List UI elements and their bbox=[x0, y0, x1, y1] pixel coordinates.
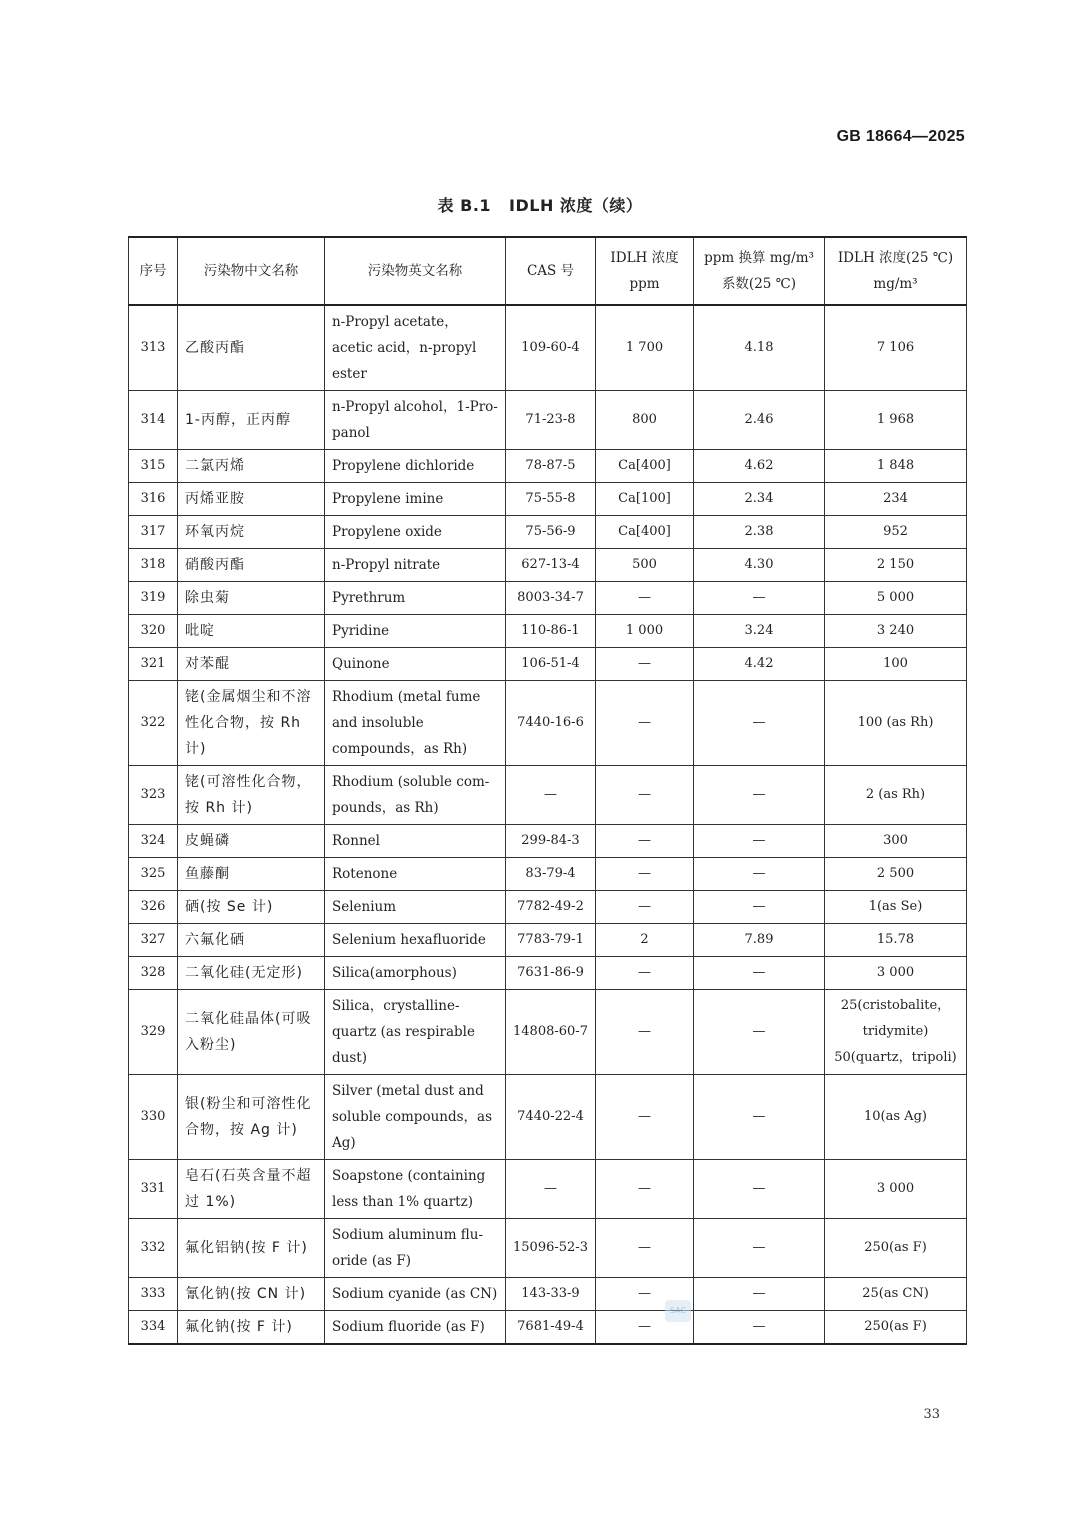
cell-idlh-mg: 2 150 bbox=[825, 549, 967, 582]
col-header-idlh-mg-line1: IDLH 浓度(25 ℃) bbox=[837, 250, 954, 266]
cell-no: 332 bbox=[129, 1219, 178, 1278]
cell-cn-name: 氰化钠(按 CN 计) bbox=[178, 1278, 325, 1311]
cell-idlh-ppm: — bbox=[596, 766, 694, 825]
cell-idlh-mg: 5 000 bbox=[825, 582, 967, 615]
cell-cn-name: 乙酸丙酯 bbox=[178, 305, 325, 391]
cell-no: 319 bbox=[129, 582, 178, 615]
cell-en-name: Pyridine bbox=[325, 615, 506, 648]
cell-cn-name: 丙烯亚胺 bbox=[178, 483, 325, 516]
cell-factor: — bbox=[694, 1311, 825, 1345]
cell-cn-name: 硒(按 Se 计) bbox=[178, 891, 325, 924]
cell-no: 334 bbox=[129, 1311, 178, 1345]
cell-cn-name: 吡啶 bbox=[178, 615, 325, 648]
cell-cas: 7631-86-9 bbox=[506, 957, 596, 990]
col-header-factor-line2: 系数(25 ℃) bbox=[721, 276, 797, 292]
cell-cn-name: 二氧化硅(无定形) bbox=[178, 957, 325, 990]
cell-factor: — bbox=[694, 1075, 825, 1160]
cell-factor: 3.24 bbox=[694, 615, 825, 648]
cell-idlh-ppm: 800 bbox=[596, 391, 694, 450]
cell-cn-name: 二氧化硅晶体(可吸入粉尘) bbox=[178, 990, 325, 1075]
cell-factor: — bbox=[694, 1160, 825, 1219]
table-header-row bbox=[129, 237, 967, 305]
cell-idlh-ppm: — bbox=[596, 891, 694, 924]
cell-no: 324 bbox=[129, 825, 178, 858]
cell-cas: 7681-49-4 bbox=[506, 1311, 596, 1345]
cell-no: 323 bbox=[129, 766, 178, 825]
cell-idlh-ppm: — bbox=[596, 582, 694, 615]
cell-cas: 7440-16-6 bbox=[506, 681, 596, 766]
cell-en-name: Ronnel bbox=[325, 825, 506, 858]
cell-en-name: Sodium cyanide (as CN) bbox=[325, 1278, 506, 1311]
cell-en-name: Pyrethrum bbox=[325, 582, 506, 615]
cell-factor: — bbox=[694, 990, 825, 1075]
cell-en-name: Propylene imine bbox=[325, 483, 506, 516]
cell-idlh-mg: 234 bbox=[825, 483, 967, 516]
col-header-idlh-ppm bbox=[596, 237, 694, 305]
cell-no: 320 bbox=[129, 615, 178, 648]
cell-idlh-ppm: — bbox=[596, 1278, 694, 1311]
cell-idlh-mg: 1(as Se) bbox=[825, 891, 967, 924]
standard-code: GB 18664—2025 bbox=[836, 128, 965, 145]
cell-en-name: n-Propyl acetate，acetic acid，n-propyl ester bbox=[325, 305, 506, 391]
cell-idlh-ppm: — bbox=[596, 858, 694, 891]
cell-cas: 83-79-4 bbox=[506, 858, 596, 891]
cell-idlh-mg: 952 bbox=[825, 516, 967, 549]
col-header-factor bbox=[694, 237, 825, 305]
table-row bbox=[129, 681, 967, 766]
cell-factor: — bbox=[694, 681, 825, 766]
cell-cas: 14808-60-7 bbox=[506, 990, 596, 1075]
idlh-table bbox=[128, 236, 967, 1345]
cell-idlh-ppm: 500 bbox=[596, 549, 694, 582]
cell-cas: 78-87-5 bbox=[506, 450, 596, 483]
cell-idlh-mg: 2 500 bbox=[825, 858, 967, 891]
cell-cas: — bbox=[506, 766, 596, 825]
table-caption bbox=[0, 193, 1080, 216]
cell-factor: 2.46 bbox=[694, 391, 825, 450]
col-header-en-name: 污染物英文名称 bbox=[325, 237, 506, 305]
cell-en-name: Silica，crystalline-quartz (as respirable dust) bbox=[325, 990, 506, 1075]
cell-en-name: Rhodium (metal fume and insoluble compounds，as Rh) bbox=[325, 681, 506, 766]
table-row bbox=[129, 483, 967, 516]
cell-no: 313 bbox=[129, 305, 178, 391]
cell-en-name: Rhodium (soluble com-pounds，as Rh) bbox=[325, 766, 506, 825]
cell-cas: 110-86-1 bbox=[506, 615, 596, 648]
cell-cn-name: 除虫菊 bbox=[178, 582, 325, 615]
cell-cn-name: 氟化钠(按 F 计) bbox=[178, 1311, 325, 1345]
cell-cas: 7782-49-2 bbox=[506, 891, 596, 924]
cell-en-name: Propylene dichloride bbox=[325, 450, 506, 483]
cell-idlh-ppm: 1 000 bbox=[596, 615, 694, 648]
cell-no: 326 bbox=[129, 891, 178, 924]
table-row bbox=[129, 1219, 967, 1278]
table-row bbox=[129, 305, 967, 391]
cell-idlh-ppm: 2 bbox=[596, 924, 694, 957]
cell-factor: — bbox=[694, 766, 825, 825]
cell-idlh-mg: 25(as CN) bbox=[825, 1278, 967, 1311]
cell-en-name: Silver (metal dust and soluble compounds，as Ag) bbox=[325, 1075, 506, 1160]
table-row bbox=[129, 924, 967, 957]
cell-no: 330 bbox=[129, 1075, 178, 1160]
cell-cn-name: 六氟化硒 bbox=[178, 924, 325, 957]
table-row bbox=[129, 549, 967, 582]
cell-no: 329 bbox=[129, 990, 178, 1075]
cell-cas: 7440-22-4 bbox=[506, 1075, 596, 1160]
cell-cn-name: 银(粉尘和可溶性化合物，按 Ag 计) bbox=[178, 1075, 325, 1160]
cell-idlh-mg: 1 848 bbox=[825, 450, 967, 483]
cell-idlh-ppm: — bbox=[596, 957, 694, 990]
cell-idlh-ppm: — bbox=[596, 825, 694, 858]
col-header-no: 序号 bbox=[129, 237, 178, 305]
cell-idlh-mg: 1 968 bbox=[825, 391, 967, 450]
cell-factor: 4.42 bbox=[694, 648, 825, 681]
cell-no: 327 bbox=[129, 924, 178, 957]
cell-no: 328 bbox=[129, 957, 178, 990]
table-row bbox=[129, 957, 967, 990]
cell-idlh-ppm: — bbox=[596, 990, 694, 1075]
col-header-idlh-ppm-line2: ppm bbox=[629, 276, 660, 292]
cell-cn-name: 二氯丙烯 bbox=[178, 450, 325, 483]
cell-idlh-mg: 2 (as Rh) bbox=[825, 766, 967, 825]
cell-factor: — bbox=[694, 891, 825, 924]
cell-idlh-mg: 250(as F) bbox=[825, 1311, 967, 1345]
cell-idlh-ppm: — bbox=[596, 1219, 694, 1278]
cell-factor: — bbox=[694, 1278, 825, 1311]
cell-idlh-mg: 7 106 bbox=[825, 305, 967, 391]
table-body bbox=[129, 305, 967, 1344]
cell-factor: — bbox=[694, 1219, 825, 1278]
cell-factor: 4.62 bbox=[694, 450, 825, 483]
table-row bbox=[129, 450, 967, 483]
cell-factor: — bbox=[694, 825, 825, 858]
cell-factor: 4.18 bbox=[694, 305, 825, 391]
cell-cn-name: 皮蝇磷 bbox=[178, 825, 325, 858]
cell-idlh-ppm: — bbox=[596, 681, 694, 766]
cell-idlh-mg: 25(cristobalite，tridymite) 50(quartz，tripoli) bbox=[825, 990, 967, 1075]
cell-idlh-ppm: 1 700 bbox=[596, 305, 694, 391]
cell-cas: 109-60-4 bbox=[506, 305, 596, 391]
cell-cn-name: 环氧丙烷 bbox=[178, 516, 325, 549]
col-header-cn-name: 污染物中文名称 bbox=[178, 237, 325, 305]
cell-idlh-mg: 3 240 bbox=[825, 615, 967, 648]
cell-en-name: Selenium bbox=[325, 891, 506, 924]
table-row bbox=[129, 391, 967, 450]
cell-cas: 8003-34-7 bbox=[506, 582, 596, 615]
cell-no: 315 bbox=[129, 450, 178, 483]
page-number: 33 bbox=[923, 1407, 940, 1422]
cell-cn-name: 皂石(石英含量不超过 1%) bbox=[178, 1160, 325, 1219]
cell-idlh-ppm: — bbox=[596, 1075, 694, 1160]
cell-cn-name: 1-丙醇，正丙醇 bbox=[178, 391, 325, 450]
cell-no: 318 bbox=[129, 549, 178, 582]
table-caption-title: IDLH 浓度（续） bbox=[509, 196, 643, 215]
watermark-logo: SAC bbox=[665, 1300, 691, 1322]
table-row bbox=[129, 648, 967, 681]
cell-cn-name: 铑(可溶性化合物，按 Rh 计) bbox=[178, 766, 325, 825]
cell-idlh-ppm: — bbox=[596, 1311, 694, 1345]
cell-cas: 627-13-4 bbox=[506, 549, 596, 582]
cell-idlh-ppm: Ca[400] bbox=[596, 516, 694, 549]
table-row bbox=[129, 1075, 967, 1160]
col-header-cas: CAS 号 bbox=[506, 237, 596, 305]
cell-factor: 4.30 bbox=[694, 549, 825, 582]
table-row bbox=[129, 825, 967, 858]
cell-cas: 71-23-8 bbox=[506, 391, 596, 450]
cell-cas: 106-51-4 bbox=[506, 648, 596, 681]
cell-cn-name: 鱼藤酮 bbox=[178, 858, 325, 891]
cell-en-name: Silica(amorphous) bbox=[325, 957, 506, 990]
cell-idlh-ppm: Ca[400] bbox=[596, 450, 694, 483]
cell-idlh-mg: 10(as Ag) bbox=[825, 1075, 967, 1160]
cell-no: 321 bbox=[129, 648, 178, 681]
cell-factor: — bbox=[694, 957, 825, 990]
cell-idlh-ppm: — bbox=[596, 648, 694, 681]
col-header-idlh-mg-line2: mg/m³ bbox=[873, 276, 918, 292]
cell-en-name: Quinone bbox=[325, 648, 506, 681]
cell-en-name: Propylene oxide bbox=[325, 516, 506, 549]
cell-factor: 2.34 bbox=[694, 483, 825, 516]
cell-no: 314 bbox=[129, 391, 178, 450]
cell-idlh-mg: 100 bbox=[825, 648, 967, 681]
cell-cas: 143-33-9 bbox=[506, 1278, 596, 1311]
cell-en-name: Sodium fluoride (as F) bbox=[325, 1311, 506, 1345]
cell-idlh-mg: 3 000 bbox=[825, 957, 967, 990]
table-row bbox=[129, 615, 967, 648]
cell-cas: 75-56-9 bbox=[506, 516, 596, 549]
col-header-idlh-mg bbox=[825, 237, 967, 305]
cell-idlh-mg: 100 (as Rh) bbox=[825, 681, 967, 766]
cell-no: 316 bbox=[129, 483, 178, 516]
table-caption-label: 表 B.1 bbox=[437, 196, 492, 215]
cell-no: 317 bbox=[129, 516, 178, 549]
table-row bbox=[129, 858, 967, 891]
table-row bbox=[129, 766, 967, 825]
col-header-idlh-ppm-line1: IDLH 浓度 bbox=[610, 250, 679, 266]
cell-cas: 15096-52-3 bbox=[506, 1219, 596, 1278]
cell-no: 333 bbox=[129, 1278, 178, 1311]
cell-factor: — bbox=[694, 582, 825, 615]
cell-en-name: Soapstone (containing less than 1% quartz) bbox=[325, 1160, 506, 1219]
cell-cn-name: 氟化铝钠(按 F 计) bbox=[178, 1219, 325, 1278]
cell-idlh-mg: 250(as F) bbox=[825, 1219, 967, 1278]
cell-cn-name: 硝酸丙酯 bbox=[178, 549, 325, 582]
cell-idlh-ppm: Ca[100] bbox=[596, 483, 694, 516]
cell-cas: 7783-79-1 bbox=[506, 924, 596, 957]
table-row bbox=[129, 1278, 967, 1311]
cell-cas: 299-84-3 bbox=[506, 825, 596, 858]
cell-cn-name: 铑(金属烟尘和不溶性化合物，按 Rh 计) bbox=[178, 681, 325, 766]
table-row bbox=[129, 516, 967, 549]
cell-en-name: Selenium hexafluoride bbox=[325, 924, 506, 957]
table-row bbox=[129, 582, 967, 615]
cell-cn-name: 对苯醌 bbox=[178, 648, 325, 681]
cell-no: 325 bbox=[129, 858, 178, 891]
col-header-factor-line1: ppm 换算 mg/m³ bbox=[704, 250, 814, 266]
cell-factor: 7.89 bbox=[694, 924, 825, 957]
cell-en-name: n-Propyl nitrate bbox=[325, 549, 506, 582]
cell-factor: — bbox=[694, 858, 825, 891]
cell-cas: — bbox=[506, 1160, 596, 1219]
cell-en-name: Rotenone bbox=[325, 858, 506, 891]
table-row bbox=[129, 1160, 967, 1219]
cell-idlh-mg: 300 bbox=[825, 825, 967, 858]
cell-no: 322 bbox=[129, 681, 178, 766]
cell-factor: 2.38 bbox=[694, 516, 825, 549]
table-row bbox=[129, 891, 967, 924]
cell-en-name: Sodium aluminum flu-oride (as F) bbox=[325, 1219, 506, 1278]
cell-idlh-mg: 3 000 bbox=[825, 1160, 967, 1219]
cell-idlh-mg: 15.78 bbox=[825, 924, 967, 957]
table-row bbox=[129, 990, 967, 1075]
table-row bbox=[129, 1311, 967, 1345]
cell-cas: 75-55-8 bbox=[506, 483, 596, 516]
cell-no: 331 bbox=[129, 1160, 178, 1219]
cell-en-name: n-Propyl alcohol，1-Pro-panol bbox=[325, 391, 506, 450]
cell-idlh-ppm: — bbox=[596, 1160, 694, 1219]
